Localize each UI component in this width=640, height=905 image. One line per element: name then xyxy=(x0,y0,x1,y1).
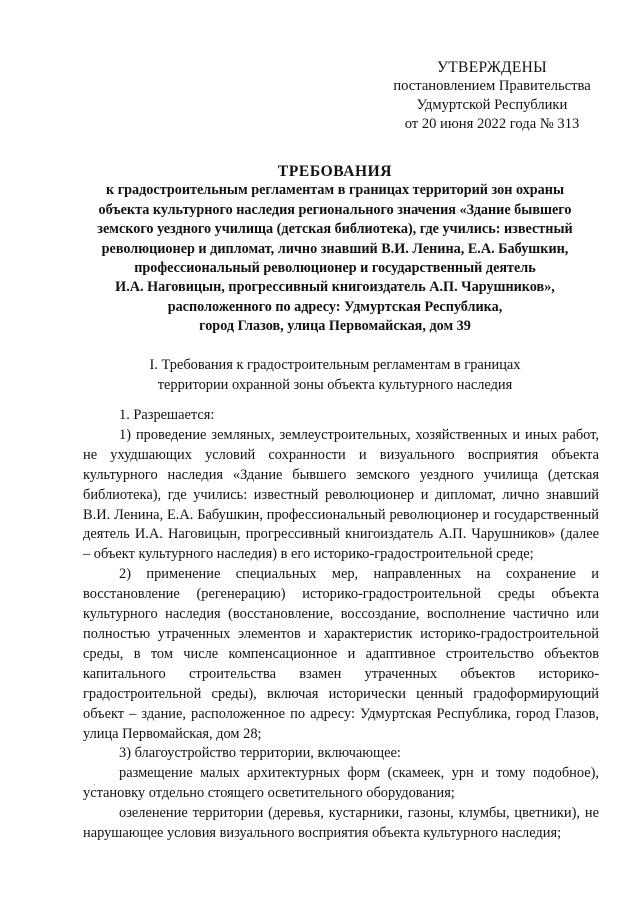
paragraph-allowed: 1. Разрешается: xyxy=(119,407,215,423)
title-line: расположенного по адресу: Удмуртская Республика, xyxy=(167,298,503,315)
section-heading-line: территории охранной зоны объекта культурного наследия xyxy=(157,376,513,393)
paragraph-greening: озеленение территории (деревья, кустарники, газоны, клумбы, цветники), не нарушающее условия визуального восприятия объекта культурного наследия; xyxy=(83,805,599,842)
title-line: к градостроительным регламентам в границах территорий зон охраны xyxy=(105,182,565,199)
approval-heading: УТВЕРЖДЕНЫ xyxy=(437,59,547,76)
title-main: ТРЕБОВАНИЯ xyxy=(277,163,393,180)
paragraph-item-3: 3) благоустройство территории, включающее: xyxy=(119,745,401,762)
title-line: город Глазов, улица Первомайская, дом 39 xyxy=(199,318,471,335)
paragraph-item-1: 1) проведение земляных, землеустроительных, хозяйственных и иных работ, не ухудшающих условий сохранности и визуального восприятия объекта культурного наследия «Здание бывшего земского уездного училища (детская библиотека), где учились: известный революционер и дипломат, лично знавший В.И. Ленина, Е.А. Бабушкин, профессиональный революционер и государственный деятель И.А. Наговицын, прогрессивный книгоиздатель А.П. Чарушников» (далее – объект культурного наследия) в его историко-градостроительной среде; xyxy=(83,426,599,563)
approval-line-2: Удмуртской Республики xyxy=(416,97,568,113)
paragraph-small-forms: размещение малых архитектурных форм (скамеек, урн и тому подобное), установку отдельно стоящего осветительного оборудования; xyxy=(83,765,599,802)
title-line: объекта культурного наследия регионального значения «Здание бывшего xyxy=(98,201,572,218)
scan-speck xyxy=(94,784,95,785)
approval-line-3: от 20 июня 2022 года № 313 xyxy=(404,116,580,132)
approval-stamp xyxy=(372,58,612,134)
paragraph-item-2: 2) применение специальных мер, направленных на сохранение и восстановление (регенерацию) историко-градостроительной среды объекта культурного наследия (восстановление, воссоздание, восполнение частично или полностью утраченных элементов и характеристик историко-градостроительной среды, в том числе компенсационное и адаптивное строительство объектов капитального строительства взамен утраченных объектов историко-градостроительной среды), включая исторически ценный градоформирующий объект – здание, расположенное по адресу: Удмуртская Республика, город Глазов, улица Первомайская, дом 28; xyxy=(83,566,599,742)
title-line: И.А. Наговицын, прогрессивный книгоиздатель А.П. Чарушников», xyxy=(115,279,555,296)
approval-line-1: постановлением Правительства xyxy=(393,78,591,94)
title-line: земского уездного училища (детская библиотека), где учились: известный xyxy=(97,221,573,238)
section-heading xyxy=(66,356,604,395)
title-line: профессиональный революционер и государственный деятель xyxy=(134,260,536,277)
document-title xyxy=(66,162,604,337)
title-line: революционер и дипломат, лично знавший В.И. Ленина, Е.А. Бабушкин, xyxy=(101,240,569,257)
section-heading-line: I. Требования к градостроительным регламентам в границах xyxy=(149,357,521,373)
document-body xyxy=(83,406,599,844)
